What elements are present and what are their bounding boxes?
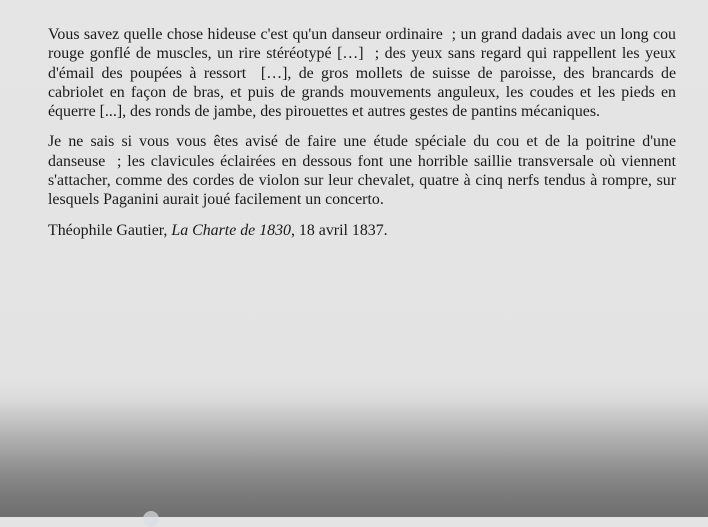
scroll-indicator-dot <box>143 511 159 527</box>
citation-date: , 18 avril 1837. <box>290 221 388 239</box>
citation <box>48 221 676 240</box>
paragraph-1: Vous savez quelle chose hideuse c'est qu'un danseur ordinaire ; un grand dadais avec un long cou rouge gonflé de muscles, un rire stéréotypé […] ; des yeux sans regard qui rappellent les yeux d'émail des poupées à ressort […], de gros mollets de suisse de paroisse, des brancards de cabriolet en façon de bras, et puis de grands mouvements anguleux, les coudes et les pieds en équerre [...], des ronds de jambe, des pirouettes et autres gestes de pantins mécaniques. <box>48 26 680 121</box>
citation-work: La Charte de 1830 <box>171 221 291 239</box>
paragraph-2: Je ne sais si vous vous êtes avisé de faire une étude spéciale du cou et de la poitrine d'une danseuse ; les clavicules éclairées en dessous font une horrible saillie transversale où viennent s'attacher, comme des cordes de violon sur leur chevalet, quatre à cinq nerfs tendus à rompre, sur lesquels Paganini aurait joué facilement un concerto. <box>48 133 680 209</box>
quote-block <box>48 25 680 240</box>
citation-author: Théophile Gautier, <box>48 221 172 239</box>
